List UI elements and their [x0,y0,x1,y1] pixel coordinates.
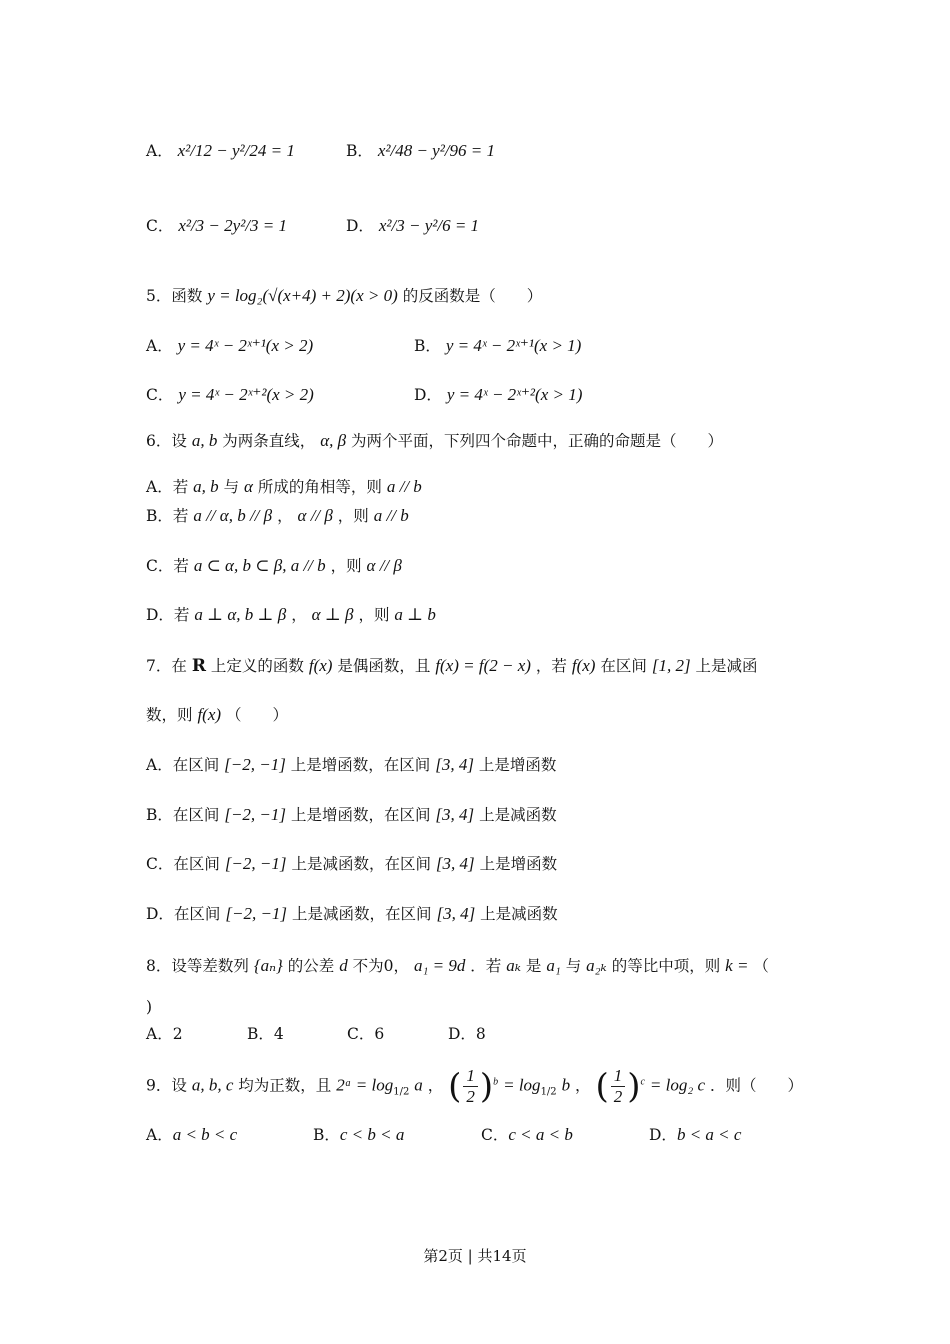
q6-b-text-3: ，则 [337,507,369,525]
q6-d-math-2: α ⊥ β [311,605,354,624]
q7-b-text-2: 上是增函数，在区间 [290,806,431,824]
q9-option-a-label: A． [146,1126,173,1144]
q7-d-math-1: [−2, −1] [225,904,288,923]
q6-c-math-1: a ⊂ α, b ⊂ β, a // b [193,556,326,575]
q6-b-math-2: α // β [297,506,333,525]
q7-option-d [146,903,558,925]
q9-option-d [649,1124,741,1146]
q8-math-3: a₁ = 9d [413,956,466,975]
q6-b-math-1: a // α, b // β [193,506,273,525]
q6-b-text-2: ， [277,507,293,525]
q9-option-d-label: D． [649,1126,677,1144]
q8-option-b: B．4 [247,1025,284,1043]
q9-fraction-1 [463,1066,478,1107]
q4-option-b [346,140,495,162]
q8-text-3: 不为0， [352,957,410,975]
q6-d-text-3: ，则 [358,606,390,624]
q8-option-c: C．6 [347,1025,385,1043]
q7-d-text-2: 上是减函数，在区间 [292,905,432,923]
q5-option-a-math: y = 4ˣ − 2ˣ⁺¹(x > 2) [177,336,314,355]
q7-d-text-1: D．在区间 [146,905,221,923]
q9-option-c-label: C． [481,1126,509,1144]
q5-option-a-label: A． [146,337,173,355]
q7-math-2: f(x) = f(2 − x) [435,656,531,675]
q6-a-text-2: 与 [223,478,240,496]
q8-text-6: 与 [565,957,582,975]
q7-l2-text-1: 数，则 [146,706,193,724]
q9-option-c-math: c < a < b [508,1125,573,1144]
q5-option-a [146,335,313,357]
q9-text-2: 均为正数，且 [238,1076,332,1095]
q8-text-5: 是 [525,957,542,975]
q6-a-math-2: α [244,477,253,496]
q9-log-base-1: 1/2 [393,1086,410,1098]
q7-text-5: 在区间 [600,657,647,675]
q9-math-4b: = log₂ c [649,1075,706,1095]
q6-a-math-1: a, b [193,477,219,496]
q9-exponent-b: b [493,1076,499,1088]
page-footer: 第2页 | 共14页 [423,1247,527,1265]
q5-prefix: 5．函数 [146,287,203,305]
q7-d-math-2: [3, 4] [436,904,476,923]
q8-closing-paren: ) [146,998,153,1016]
q7-a-text-1: A．在区间 [146,756,220,774]
q7-text-2: 上定义的函数 [210,657,304,675]
q9-paren-close-1: ) [479,1066,494,1107]
q7-a-text-2: 上是增函数，在区间 [290,756,431,774]
q7-option-c [146,853,557,875]
q6-option-a [146,476,422,498]
q8-option-a: A．2 [146,1025,183,1043]
q8-text-7: 的等比中项，则 [611,957,721,975]
q9-text-1: 9．设 [146,1076,187,1095]
q6-text-1: 6．设 [146,432,187,450]
q9-fraction-1-den: 2 [466,1087,475,1106]
q9-math-1: a, b, c [191,1075,234,1095]
q9-log-base-2: 1/2 [540,1086,557,1098]
q7-b-math-2: [3, 4] [435,805,475,824]
q7-b-math-1: [−2, −1] [224,805,287,824]
q9-fraction-1-num: 1 [463,1066,478,1087]
q9-comma-2: ， [575,1076,591,1095]
q7-c-text-3: 上是增函数 [479,855,558,873]
q7-stem-line-2 [146,704,288,726]
q8-text-4: ．若 [470,957,502,975]
q9-fraction-2-den: 2 [613,1087,623,1106]
q9-math-3b: = log [503,1075,541,1095]
q4-option-b-math: x²/48 − y²/96 = 1 [377,141,496,160]
q9-stem [146,1066,803,1107]
q7-a-text-3: 上是增函数 [478,756,557,774]
q7-l2-text-2: （ ） [225,706,288,724]
q6-c-math-2: α // β [366,556,402,575]
q4-option-c-label: C． [146,217,174,235]
q5-option-c-math: y = 4ˣ − 2ˣ⁺²(x > 2) [178,385,314,404]
q6-c-text-2: ，则 [330,557,362,575]
q5-option-c [146,384,314,406]
q7-math-4: [1, 2] [651,656,691,675]
q4-option-c-math: x²/3 − 2y²/3 = 1 [178,216,287,235]
q7-text-3: 是偶函数，且 [337,657,431,675]
q9-comma-1: ， [427,1076,444,1095]
q9-option-b-label: B． [313,1126,340,1144]
q8-stem-line-1 [146,955,769,977]
q5-option-d [414,384,582,406]
q7-b-text-3: 上是减函数 [479,806,557,824]
q6-option-d [146,604,436,626]
q6-a-text-3: 所成的角相等，则 [257,478,382,496]
q9-text-3: ．则（ ） [710,1076,804,1095]
q7-c-text-2: 上是减函数，在区间 [291,855,431,873]
q7-option-a [146,754,556,776]
q4-option-a [146,140,295,162]
q8-math-6: a₂ₖ [586,956,607,975]
q9-fraction-2-num: 1 [611,1066,626,1087]
q5-option-b [414,335,581,357]
q7-text-6: 上是减函 [695,657,758,675]
q6-d-text-2: ， [291,606,307,624]
q6-a-text-1: A．若 [146,478,189,496]
q6-d-math-3: a ⊥ b [394,605,436,624]
q7-a-math-2: [3, 4] [435,755,474,774]
q4-option-d [346,215,479,237]
q5-function: y = log₂(√(x+4) + 2)(x > 0) [207,286,398,305]
q6-text-3: 为两个平面，下列四个命题中，正确的命题是（ ） [351,432,724,450]
q7-text-1: 7．在 [146,657,187,675]
q6-c-text-1: C．若 [146,557,189,575]
q8-math-7: k = [725,956,749,975]
q4-option-d-label: D． [346,217,374,235]
q6-option-c [146,555,402,577]
q6-b-math-3: a // b [373,506,409,525]
q4-option-a-label: A． [146,142,173,160]
q6-d-text-1: D．若 [146,606,190,624]
q5-suffix: 的反函数是（ ） [402,287,543,305]
q8-text-2: 的公差 [287,957,335,975]
q7-stem-line-1 [146,655,758,677]
q9-option-a [146,1124,237,1146]
q7-math-1: f(x) [308,656,333,675]
q7-b-text-1: B．在区间 [146,806,220,824]
q9-math-2: 2ᵃ = log [336,1075,394,1095]
q8-math-2: d [339,956,348,975]
q9-exponent-c: c [640,1076,645,1088]
q9-paren-open-1: ( [448,1066,462,1107]
q6-a-math-3: a // b [386,477,422,496]
q9-paren-open-2: ( [595,1066,609,1107]
q8-text-1: 8．设等差数列 [146,957,249,975]
q9-math-2b: a [414,1075,423,1095]
q6-text-2: 为两条直线， [222,432,316,450]
q4-option-b-label: B． [346,142,373,160]
q9-paren-close-2: ) [627,1066,641,1107]
q5-option-b-math: y = 4ˣ − 2ˣ⁺¹(x > 1) [445,336,582,355]
q8-math-1: {aₙ} [253,956,283,975]
q7-c-text-1: C．在区间 [146,855,220,873]
q6-d-math-1: a ⊥ α, b ⊥ β [194,605,287,624]
q8-option-d: D．8 [448,1025,486,1043]
q7-c-math-2: [3, 4] [435,854,475,873]
q7-real-set: R [191,656,206,676]
q7-option-b [146,804,557,826]
q7-math-3: f(x) [571,656,596,675]
q7-a-math-1: [−2, −1] [224,755,286,774]
q4-option-c [146,215,287,237]
q5-option-d-math: y = 4ˣ − 2ˣ⁺²(x > 1) [446,385,583,404]
q9-math-3c: b [561,1075,571,1095]
q9-option-a-math: a < b < c [172,1125,238,1144]
q6-math-1: a, b [191,431,218,450]
q4-option-a-math: x²/12 − y²/24 = 1 [177,141,295,160]
q8-math-4: aₖ [506,956,521,975]
q6-math-2: α, β [320,431,347,450]
q9-option-c [481,1124,573,1146]
q7-d-text-3: 上是减函数 [480,905,558,923]
q6-option-b [146,505,409,527]
q6-b-text-1: B．若 [146,507,189,525]
q9-option-d-math: b < a < c [676,1125,742,1144]
q7-text-4: ，若 [535,657,567,675]
q8-stem-line-2 [146,996,152,1018]
q8-text-8: （ [753,957,769,975]
q8-math-5: a₁ [546,956,561,975]
q7-l2-math: f(x) [197,705,222,724]
q7-c-math-1: [−2, −1] [224,854,287,873]
q5-option-d-label: D． [414,386,442,404]
q5-stem [146,285,542,307]
q9-option-b [313,1124,404,1146]
q6-stem [146,430,723,452]
q5-option-c-label: C． [146,386,174,404]
q4-option-d-math: x²/3 − y²/6 = 1 [378,216,480,235]
q9-option-b-math: c < b < a [339,1125,405,1144]
q5-option-b-label: B． [414,337,441,355]
q9-fraction-2 [611,1066,626,1107]
